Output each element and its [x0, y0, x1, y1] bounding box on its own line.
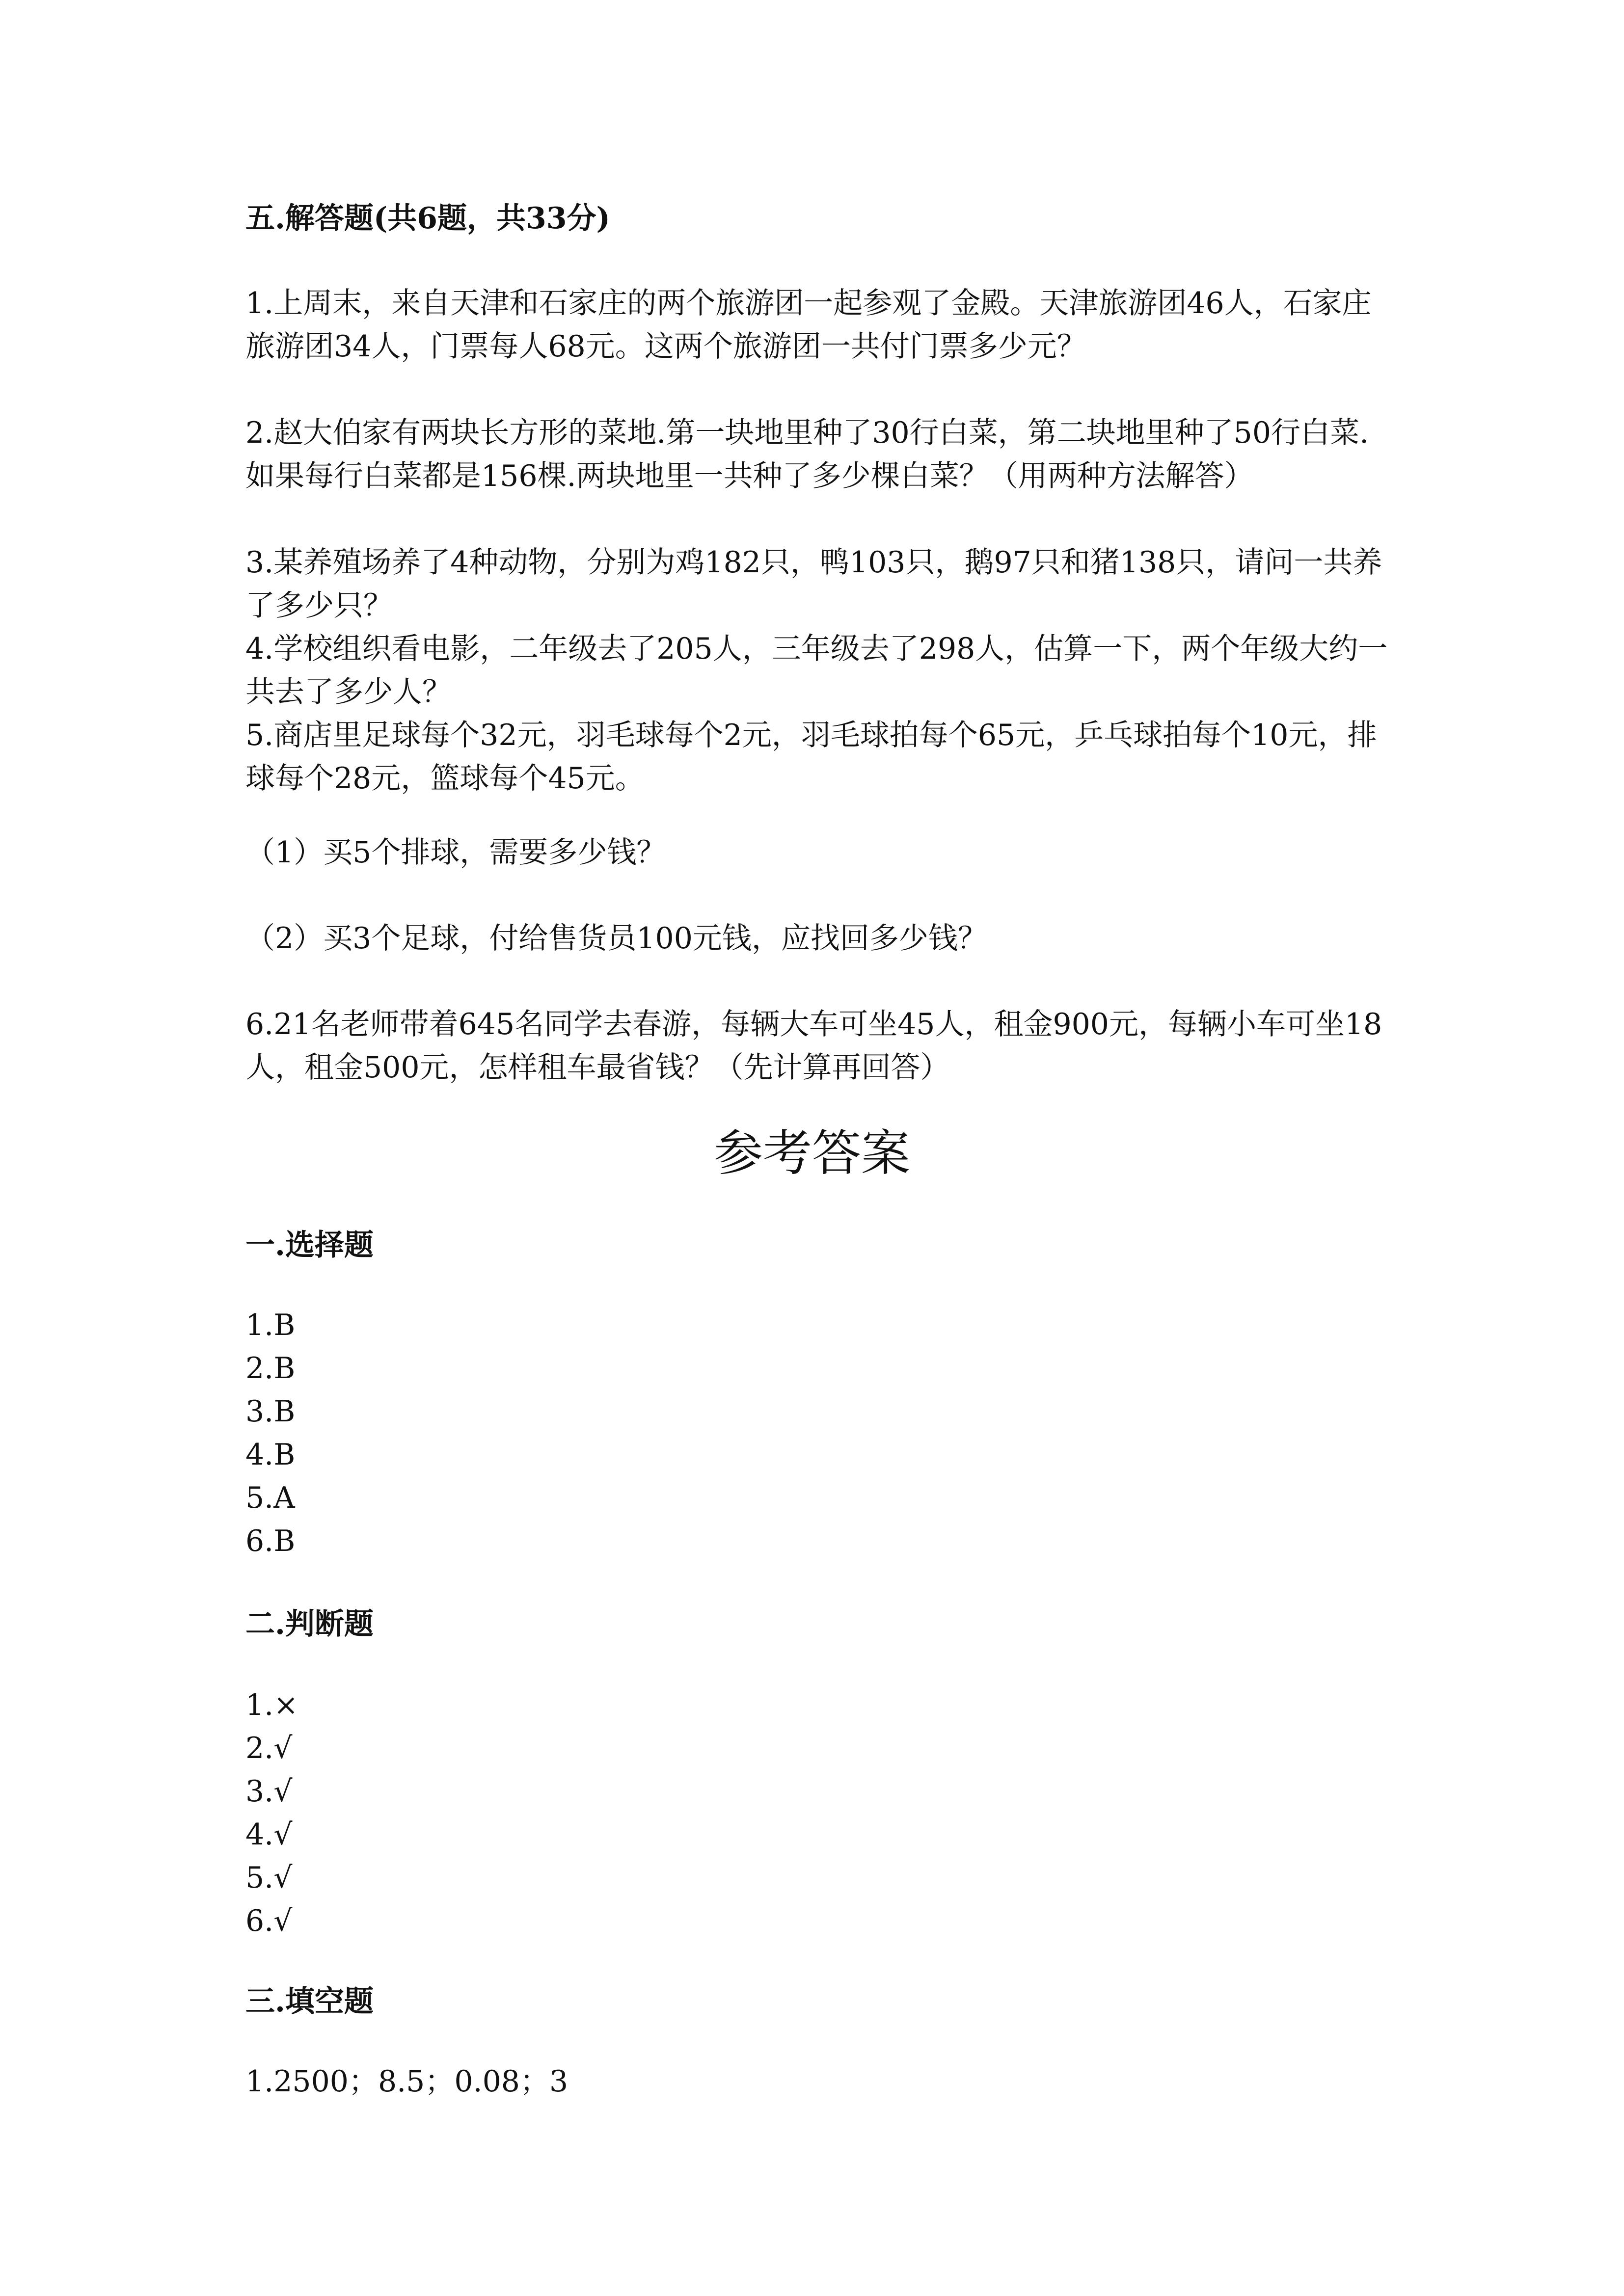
answers-section-1-heading: 一.选择题 — [245, 1228, 374, 1262]
answer-item: 5.√ — [245, 1861, 293, 1895]
question-6: 6.21名老师带着645名同学去春游，每辆大车可坐45人，租金900元，每辆小车可坐18人，租金500元，怎样租车最省钱？（先计算再回答） — [245, 1007, 1382, 1085]
answers-section-2-list — [245, 1683, 1394, 1943]
answer-item: 1.2500；8.5；0.08；3 — [245, 2064, 568, 2099]
answer-item: 2.√ — [245, 1731, 293, 1765]
question-5-part-1: （1）买5个排球，需要多少钱？ — [245, 835, 666, 870]
answers-section-3-heading: 三.填空题 — [245, 1984, 374, 2019]
answer-item: 6.√ — [245, 1904, 293, 1938]
question-1: 1.上周末，来自天津和石家庄的两个旅游团一起参观了金殿。天津旅游团46人，石家庄旅游团34人，门票每人68元。这两个旅游团一共付门票多少元？ — [245, 286, 1372, 364]
question-5: 5.商店里足球每个32元，羽毛球每个2元，羽毛球拍每个65元，乒乓球拍每个10元，排球每个28元，篮球每个45元。 — [245, 718, 1377, 796]
answer-item: 5.A — [245, 1481, 295, 1515]
question-3: 3.某养殖场养了4种动物，分别为鸡182只，鸭103只，鹅97只和猪138只，请问一共养了多少只？ — [245, 545, 1382, 623]
answer-item: 3.B — [245, 1394, 296, 1429]
answer-item: 2.B — [245, 1351, 296, 1386]
answer-item: 4.√ — [245, 1817, 293, 1852]
answer-item: 1.× — [245, 1688, 298, 1722]
answer-item: 3.√ — [245, 1774, 293, 1809]
section-heading: 五.解答题(共6题，共33分) — [245, 201, 610, 236]
answers-section-2-heading: 二.判断题 — [245, 1607, 374, 1641]
question-5-part-2: （2）买3个足球，付给售货员100元钱，应找回多少钱？ — [245, 921, 987, 956]
question-4: 4.学校组织看电影，二年级去了205人，三年级去了298人，估算一下，两个年级大约一共去了多少人？ — [245, 632, 1388, 709]
answers-section-1-list — [245, 1304, 1394, 1563]
answer-item: 6.B — [245, 1524, 296, 1558]
answers-section-3-list — [245, 2060, 1394, 2103]
answer-item: 1.B — [245, 1308, 296, 1342]
answers-title: 参考答案 — [714, 1124, 910, 1182]
answer-item: 4.B — [245, 1438, 296, 1472]
question-2: 2.赵大伯家有两块长方形的菜地.第一块地里种了30行白菜，第二块地里种了50行白菜.如果每行白菜都是156棵.两块地里一共种了多少棵白菜？（用两种方法解答） — [245, 416, 1369, 493]
